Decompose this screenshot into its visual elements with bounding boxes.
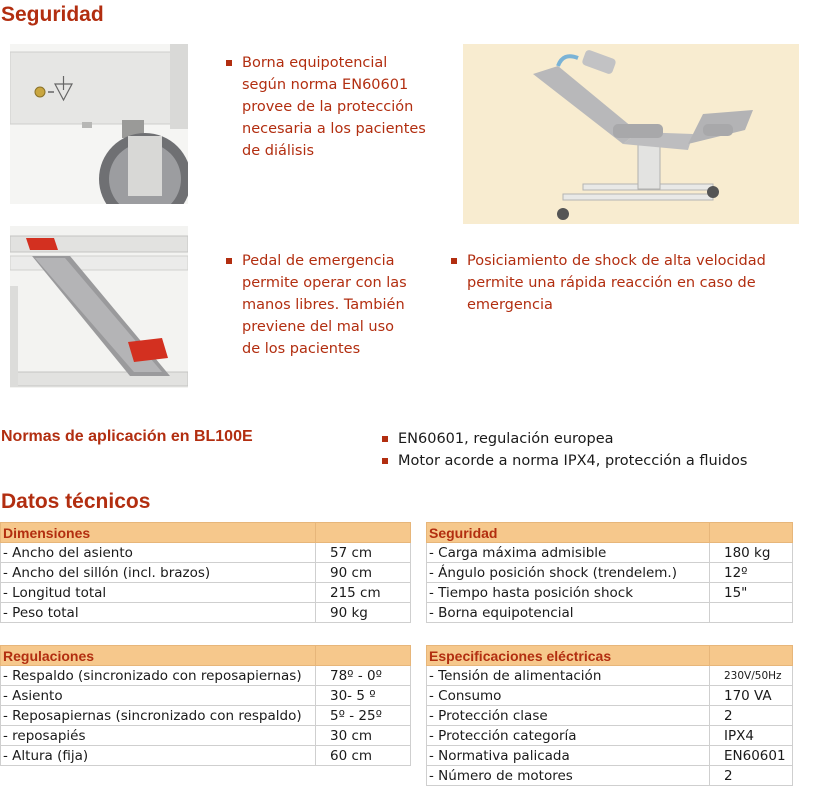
table-row [427,583,793,603]
spec-label: - Respaldo (sincronizado con reposapiernas) [1,666,316,686]
spec-label: - Longitud total [1,583,316,603]
bullet-emergency-pedal [226,250,436,360]
bullet-line: necesaria a los pacientes [242,121,426,137]
table-row [427,726,793,746]
spec-label: - Ángulo posición shock (trendelem.) [427,563,710,583]
spec-label: - Carga máxima admisible [427,543,710,563]
bullet-square-icon [226,60,232,66]
bullet-line: Borna equipotencial [242,55,388,71]
spec-value: 90 cm [316,563,411,583]
table-row [1,583,411,603]
table-header-empty [316,646,411,666]
regulations-table [0,645,411,766]
table-header: Especificaciones eléctricas [427,646,710,666]
spec-label: - reposapiés [1,726,316,746]
table-row [427,766,793,786]
table-row [427,543,793,563]
spec-label: - Borna equipotencial [427,603,710,623]
spec-label: - Asiento [1,686,316,706]
spec-label: - Consumo [427,686,710,706]
spec-value: 30- 5 º [316,686,411,706]
bullet-line: Posiciamiento de shock de alta velocidad [467,253,766,269]
spec-label: - Número de motores [427,766,710,786]
table-row [1,666,411,686]
spec-label: - Peso total [1,603,316,623]
table-header-empty [710,646,793,666]
spec-value: 60 cm [316,746,411,766]
bullet-line: de diálisis [242,143,315,159]
table-header-empty [710,523,793,543]
bullet-line: permite una rápida reacción en caso de [467,275,756,291]
table-row [427,686,793,706]
table-header: Dimensiones [1,523,316,543]
spec-label: - Reposapiernas (sincronizado con respaldo) [1,706,316,726]
spec-value: 90 kg [316,603,411,623]
list-item [382,428,747,450]
table-row [427,603,793,623]
section-title-seguridad: Seguridad [1,3,104,26]
spec-value: 2 [710,766,793,786]
bullet-line: según norma EN60601 [242,77,409,93]
table-header: Seguridad [427,523,710,543]
spec-label: - Tiempo hasta posición shock [427,583,710,603]
table-row [427,746,793,766]
tech-data-title: Datos técnicos [1,490,151,513]
spec-value: EN60601 [710,746,793,766]
table-row [1,726,411,746]
table-row [1,746,411,766]
table-row [1,706,411,726]
bullet-line: previene del mal uso [242,319,395,335]
spec-value: 230V/50Hz [710,666,793,686]
bullet-line: permite operar con las [242,275,407,291]
electrical-specs-table [426,645,793,786]
bullet-square-icon [382,458,388,464]
list-item [382,450,747,472]
spec-label: - Protección categoría [427,726,710,746]
table-header: Regulaciones [1,646,316,666]
spec-value: 180 kg [710,543,793,563]
standards-list [382,428,747,472]
table-row [427,706,793,726]
table-header-empty [316,523,411,543]
emergency-pedal-photo [10,226,188,388]
chair-shock-position-photo [463,44,799,224]
spec-value: 170 VA [710,686,793,706]
spec-value: IPX4 [710,726,793,746]
spec-value [710,603,793,623]
bullet-line: Pedal de emergencia [242,253,395,269]
spec-value: 12º [710,563,793,583]
equipotential-terminal-photo [10,44,188,204]
spec-value: 2 [710,706,793,726]
spec-value: 215 cm [316,583,411,603]
spec-value: 78º - 0º [316,666,411,686]
table-row [427,563,793,583]
spec-label: - Protección clase [427,706,710,726]
spec-value: 30 cm [316,726,411,746]
security-table [426,522,793,623]
table-row [1,686,411,706]
dimensions-table [0,522,411,623]
standard-item: Motor acorde a norma IPX4, protección a fluidos [398,453,748,469]
bullet-line: de los pacientes [242,341,361,357]
bullet-equipotential [226,52,436,162]
spec-value: 5º - 25º [316,706,411,726]
spec-label: - Normativa palicada [427,746,710,766]
spec-label: - Altura (fija) [1,746,316,766]
spec-label: - Tensión de alimentación [427,666,710,686]
bullet-square-icon [451,258,457,264]
table-row [1,603,411,623]
bullet-shock-position [451,250,791,316]
spec-value: 15" [710,583,793,603]
bullet-square-icon [226,258,232,264]
bullet-square-icon [382,436,388,442]
spec-label: - Ancho del sillón (incl. brazos) [1,563,316,583]
spec-value: 57 cm [316,543,411,563]
bullet-line: emergencia [467,297,553,313]
table-row [427,666,793,686]
bullet-line: provee de la protección [242,99,414,115]
standards-title: Normas de aplicación en BL100E [1,428,253,445]
table-row [1,563,411,583]
table-row [1,543,411,563]
spec-label: - Ancho del asiento [1,543,316,563]
standard-item: EN60601, regulación europea [398,431,614,447]
bullet-line: manos libres. También [242,297,405,313]
